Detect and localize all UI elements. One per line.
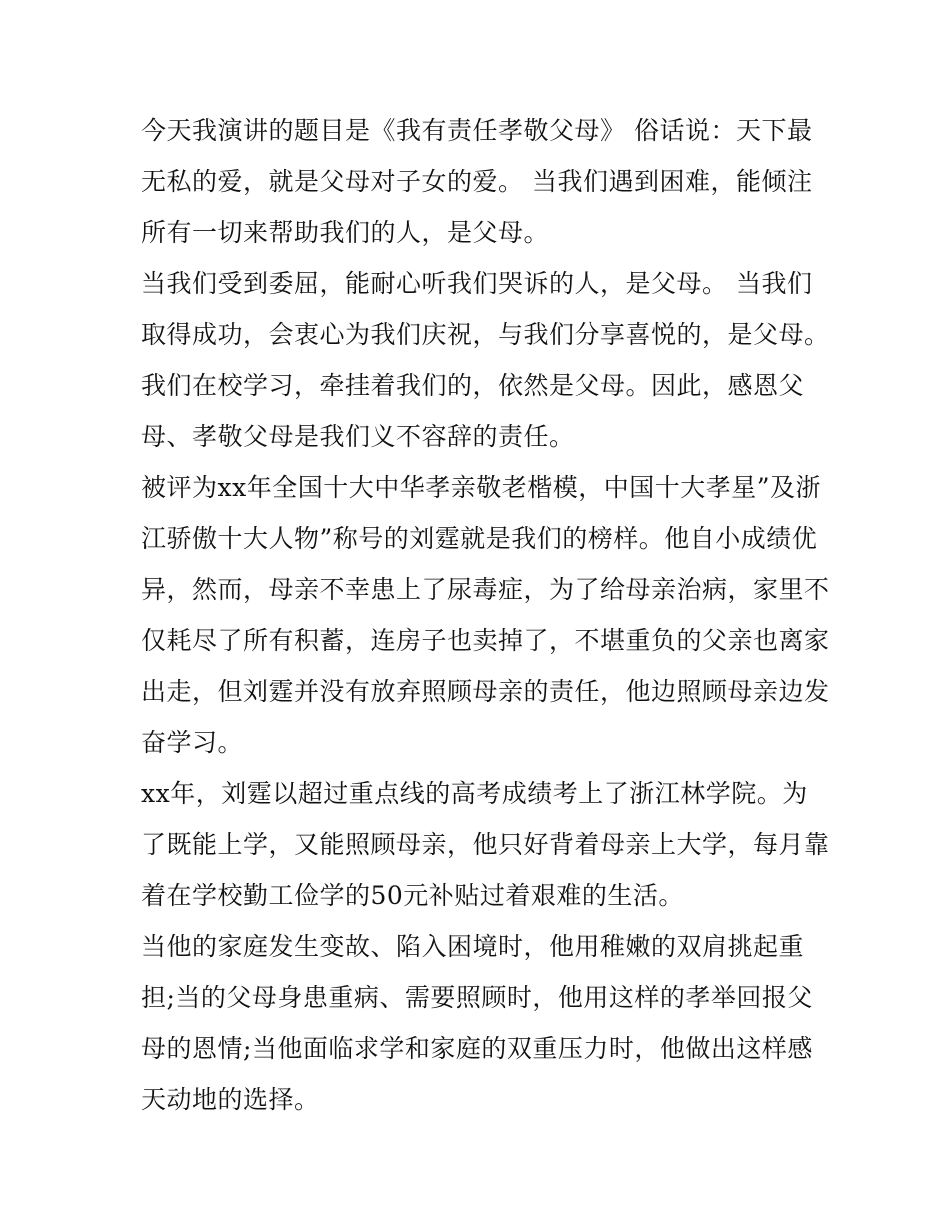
text-line: 仅耗尽了所有积蓄，连房子也卖掉了，不堪重负的父亲也离家 — [141, 626, 830, 655]
text-line: 今天我演讲的题目是《我有责任孝敬父母》 俗话说：天下最 — [141, 116, 813, 145]
paragraph-college — [141, 768, 830, 921]
text-line: 出走，但刘霆并没有放弃照顾母亲的责任，他边照顾母亲边发 — [141, 677, 830, 706]
paragraph-role-model — [141, 462, 830, 768]
paragraph-intro — [141, 105, 821, 258]
text-line: 异，然而，母亲不幸患上了尿毒症，为了给母亲治病，家里不 — [141, 575, 830, 604]
text-line: xx年，刘霆以超过重点线的高考成绩考上了浙江林学院。为 — [141, 779, 808, 808]
text-line: 被评为xx年全国十大中华孝亲敬老楷模，中国十大孝星”及浙 — [141, 473, 821, 502]
text-line: 当我们受到委屈，能耐心听我们哭诉的人，是父母。 当我们 — [141, 269, 813, 298]
document-body — [141, 105, 830, 1125]
text-line: 担;当的父母身患重病、需要照顾时，他用这样的孝举回报父 — [141, 983, 813, 1012]
text-line: 奋学习。 — [141, 728, 244, 757]
text-line: 着在学校勤工俭学的50元补贴过着艰难的生活。 — [141, 881, 684, 910]
text-line: 母、孝敬父母是我们义不容辞的责任。 — [141, 422, 575, 451]
text-line: 母的恩情;当他面临求学和家庭的双重压力时，他做出这样感 — [141, 1034, 813, 1063]
text-line: 我们在校学习，牵挂着我们的，依然是父母。因此，感恩父 — [141, 371, 805, 400]
text-line: 所有一切来帮助我们的人，是父母。 — [141, 218, 550, 247]
text-line: 取得成功，会衷心为我们庆祝，与我们分享喜悦的，是父母。 — [141, 320, 830, 349]
text-line: 江骄傲十大人物”称号的刘霆就是我们的榜样。他自小成绩优 — [141, 524, 818, 553]
text-line: 无私的爱，就是父母对子女的爱。 当我们遇到困难，能倾注 — [141, 167, 813, 196]
text-line: 当他的家庭发生变故、陷入困境时，他用稚嫩的双肩挑起重 — [141, 932, 805, 961]
paragraph-conclusion — [141, 921, 821, 1125]
text-line: 了既能上学，又能照顾母亲，他只好背着母亲上大学，每月靠 — [141, 830, 830, 859]
text-line: 天动地的选择。 — [141, 1085, 320, 1114]
paragraph-parents-care — [141, 258, 830, 462]
